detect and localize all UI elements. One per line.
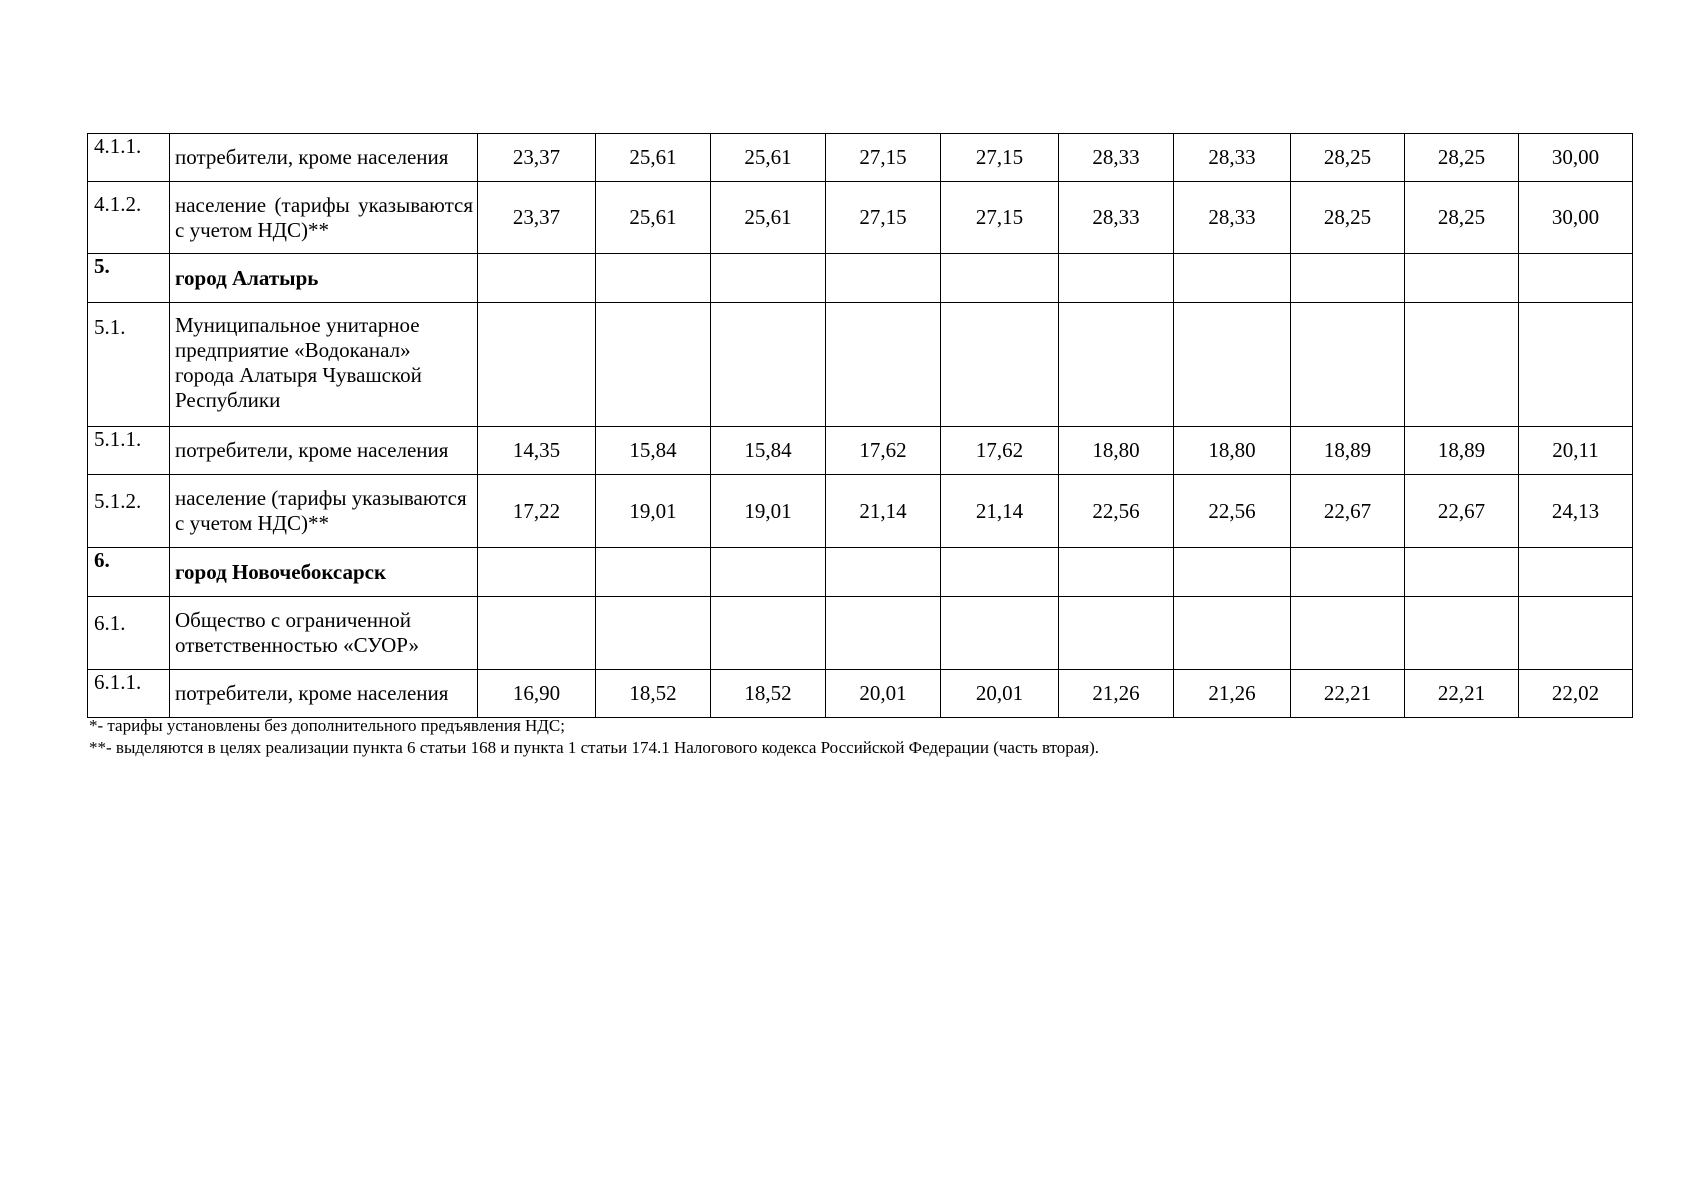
footnote-2: **- выделяются в целях реализации пункта 6 статьи 168 и пункта 1 статьи 174.1 Налогового кодекса Российской Федерации (часть вторая). [89,738,1100,757]
tariff-value [1519,548,1633,597]
tariff-value: 28,33 [1174,134,1291,182]
tariff-value [711,254,826,303]
row-number: 5. [88,254,170,303]
tariff-value [1059,548,1174,597]
tariff-value: 24,13 [1519,475,1633,548]
tariff-value: 20,01 [826,670,941,718]
tariff-value: 17,62 [826,427,941,475]
tariff-value [1291,597,1405,670]
tariff-value: 27,15 [826,182,941,254]
tariff-value [941,548,1059,597]
tariff-value: 28,25 [1291,182,1405,254]
row-name: население (тарифы указываются с учетом НДС)** [170,475,478,548]
tariff-value [596,597,711,670]
tariff-value: 27,15 [941,134,1059,182]
tariff-value [1405,303,1519,427]
tariff-value: 21,14 [826,475,941,548]
tariff-value: 28,25 [1405,182,1519,254]
tariff-value: 21,26 [1174,670,1291,718]
table-row [88,303,1633,427]
table-row-section [88,548,1633,597]
tariff-value: 18,80 [1059,427,1174,475]
footnote-1: *- тарифы установлены без дополнительного предъявления НДС; [89,716,565,735]
tariff-value: 20,01 [941,670,1059,718]
tariff-value: 28,25 [1291,134,1405,182]
tariff-value [941,303,1059,427]
table-row [88,427,1633,475]
tariff-value: 27,15 [941,182,1059,254]
section-title: город Алатырь [170,254,478,303]
tariff-table [87,133,1633,718]
table-row [88,670,1633,718]
tariff-value: 18,89 [1291,427,1405,475]
tariff-value [1519,303,1633,427]
tariff-table-body [88,134,1633,718]
tariff-value: 22,67 [1291,475,1405,548]
tariff-value: 16,90 [478,670,596,718]
tariff-value [1405,548,1519,597]
tariff-value [826,254,941,303]
tariff-value [1519,254,1633,303]
tariff-value: 25,61 [711,182,826,254]
tariff-value [826,548,941,597]
footnotes [89,715,1099,759]
tariff-value [1291,254,1405,303]
tariff-value [1174,548,1291,597]
row-name: Общество с ограниченной ответственностью «СУОР» [170,597,478,670]
tariff-value [596,254,711,303]
tariff-value: 21,14 [941,475,1059,548]
tariff-value [1059,254,1174,303]
row-number: 6. [88,548,170,597]
tariff-value [1291,548,1405,597]
tariff-value: 30,00 [1519,182,1633,254]
tariff-value: 25,61 [711,134,826,182]
tariff-value [711,303,826,427]
tariff-value: 22,56 [1174,475,1291,548]
row-name: Муниципальное унитарное предприятие «Водоканал» города Алатыря Чувашской Республики [170,303,478,427]
tariff-value [1405,254,1519,303]
row-number: 5.1. [88,303,170,427]
tariff-value [941,597,1059,670]
tariff-value: 17,22 [478,475,596,548]
tariff-value: 22,67 [1405,475,1519,548]
table-row [88,597,1633,670]
tariff-value: 15,84 [711,427,826,475]
row-number: 5.1.1. [88,427,170,475]
tariff-value: 23,37 [478,134,596,182]
tariff-value [596,303,711,427]
tariff-value: 22,56 [1059,475,1174,548]
tariff-value [826,597,941,670]
tariff-value: 18,52 [596,670,711,718]
tariff-value [711,597,826,670]
tariff-value [1059,303,1174,427]
tariff-value: 18,89 [1405,427,1519,475]
row-name: потребители, кроме населения [170,134,478,182]
table-row [88,475,1633,548]
section-title: город Новочебоксарск [170,548,478,597]
tariff-value: 19,01 [711,475,826,548]
row-number: 4.1.2. [88,182,170,254]
tariff-value: 28,25 [1405,134,1519,182]
row-number: 4.1.1. [88,134,170,182]
tariff-value [1174,254,1291,303]
tariff-value [1174,303,1291,427]
tariff-value: 21,26 [1059,670,1174,718]
tariff-value: 22,21 [1291,670,1405,718]
row-number: 6.1.1. [88,670,170,718]
tariff-value [478,303,596,427]
tariff-value: 27,15 [826,134,941,182]
tariff-value: 19,01 [596,475,711,548]
tariff-value: 25,61 [596,182,711,254]
tariff-value [941,254,1059,303]
tariff-value: 14,35 [478,427,596,475]
tariff-value: 30,00 [1519,134,1633,182]
tariff-value: 28,33 [1059,134,1174,182]
tariff-value [478,548,596,597]
tariff-value [1291,303,1405,427]
tariff-value: 28,33 [1059,182,1174,254]
tariff-value [1059,597,1174,670]
row-name: потребители, кроме населения [170,670,478,718]
tariff-value [478,597,596,670]
table-row-section [88,254,1633,303]
tariff-value: 18,52 [711,670,826,718]
tariff-value [1519,597,1633,670]
tariff-value [1405,597,1519,670]
tariff-value [596,548,711,597]
tariff-value: 22,21 [1405,670,1519,718]
tariff-value: 18,80 [1174,427,1291,475]
tariff-value: 15,84 [596,427,711,475]
table-row [88,134,1633,182]
tariff-value [1174,597,1291,670]
row-number: 6.1. [88,597,170,670]
tariff-value: 23,37 [478,182,596,254]
row-name: население (тарифы указываются с учетом НДС)** [170,182,478,254]
tariff-value [478,254,596,303]
tariff-value: 28,33 [1174,182,1291,254]
row-name: потребители, кроме населения [170,427,478,475]
tariff-value [826,303,941,427]
row-number: 5.1.2. [88,475,170,548]
tariff-value: 25,61 [596,134,711,182]
tariff-value [711,548,826,597]
tariff-value: 17,62 [941,427,1059,475]
tariff-value: 20,11 [1519,427,1633,475]
tariff-value: 22,02 [1519,670,1633,718]
table-row [88,182,1633,254]
